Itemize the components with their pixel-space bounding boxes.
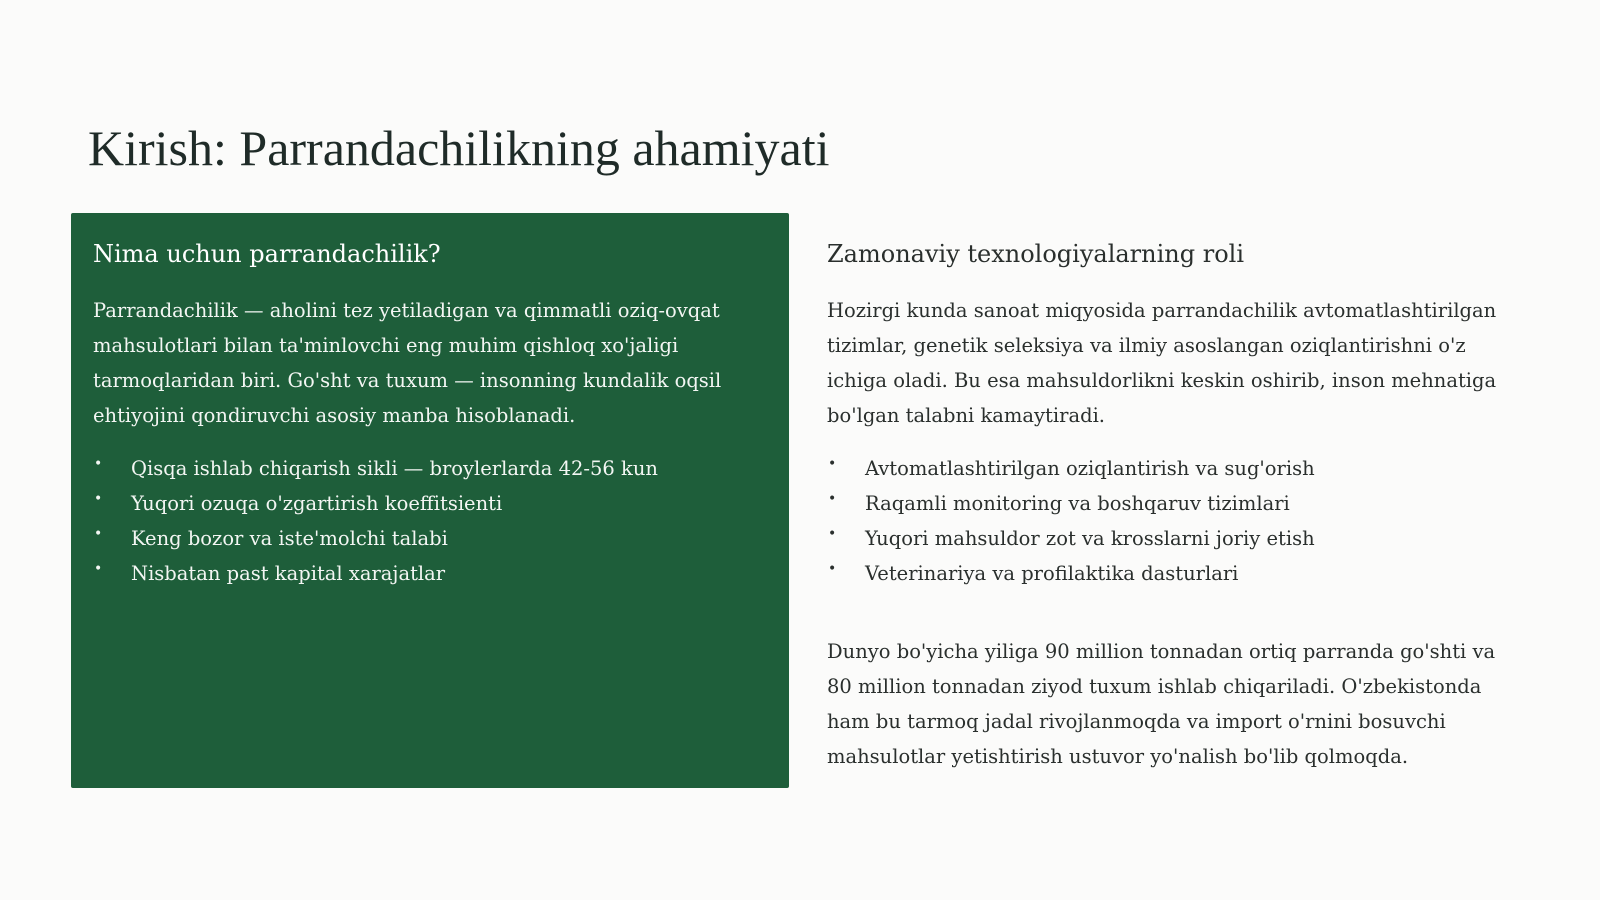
bullet-text: Veterinariya va profilaktika dasturlari bbox=[865, 562, 1239, 585]
bullet-text: Keng bozor va iste'molchi talabi bbox=[131, 527, 448, 550]
list-item bbox=[827, 486, 1507, 521]
bullet-icon: • bbox=[94, 456, 103, 472]
list-item bbox=[827, 556, 1507, 591]
list-item bbox=[93, 556, 767, 591]
list-item bbox=[827, 451, 1507, 486]
column-paragraph: Hozirgi kunda sanoat miqyosida parrandachilik avtomatlashtirilgan tizimlar, genetik seleksiya va ilmiy asoslangan oziqlantirishni o'z ichiga oladi. Bu esa mahsuldorlikni keskin oshirib, inson mehnatiga bo'lgan talabni kamaytiradi. bbox=[827, 299, 1497, 427]
closing-paragraph: Dunyo bo'yicha yiliga 90 million tonnadan ortiq parranda go'shti va 80 million tonnadan ziyod tuxum ishlab chiqariladi. O'zbekistonda ham bu tarmoq jadal rivojlanmoqda va import o'rnini bosuvchi mahsulotlar yetishtirish ustuvor yo'nalish bo'lib qolmoqda. bbox=[827, 640, 1496, 768]
bullet-text: Raqamli monitoring va boshqaruv tizimlari bbox=[865, 492, 1290, 515]
list-item bbox=[827, 521, 1507, 556]
bullet-text: Qisqa ishlab chiqarish sikli — broylerlarda 42-56 kun bbox=[131, 457, 658, 480]
bullet-icon: • bbox=[94, 561, 103, 577]
list-item bbox=[93, 521, 767, 556]
bullet-icon: • bbox=[828, 491, 837, 507]
bullet-text: Yuqori mahsuldor zot va krosslarni joriy etish bbox=[865, 527, 1315, 550]
bullet-icon: • bbox=[94, 526, 103, 542]
bullet-text: Nisbatan past kapital xarajatlar bbox=[131, 562, 446, 585]
bullet-icon: • bbox=[828, 456, 837, 472]
list-item bbox=[93, 451, 767, 486]
bullet-text: Yuqori ozuqa o'zgartirish koeffitsienti bbox=[131, 492, 503, 515]
list-item bbox=[93, 486, 767, 521]
slide-title: Kirish: Parrandachilikning ahamiyati bbox=[88, 120, 830, 176]
bullet-icon: • bbox=[828, 561, 837, 577]
column-heading: Zamonaviy texnologiyalarning roli bbox=[827, 240, 1245, 268]
technology-role-column bbox=[827, 213, 1507, 774]
card-heading: Nima uchun parrandachilik? bbox=[93, 240, 441, 268]
bullet-text: Avtomatlashtirilgan oziqlantirish va sug'orish bbox=[865, 457, 1315, 480]
column-bullet-list bbox=[827, 451, 1507, 591]
bullet-icon: • bbox=[94, 491, 103, 507]
bullet-icon: • bbox=[828, 526, 837, 542]
why-poultry-card bbox=[71, 213, 789, 788]
card-paragraph: Parrandachilik — aholini tez yetiladigan va qimmatli oziq-ovqat mahsulotlari bilan ta'minlovchi eng muhim qishloq xo'jaligi tarmoqlaridan biri. Go'sht va tuxum — insonning kundalik oqsil ehtiyojini qondiruvchi asosiy manba hisoblanadi. bbox=[93, 299, 722, 427]
card-bullet-list bbox=[93, 451, 767, 591]
